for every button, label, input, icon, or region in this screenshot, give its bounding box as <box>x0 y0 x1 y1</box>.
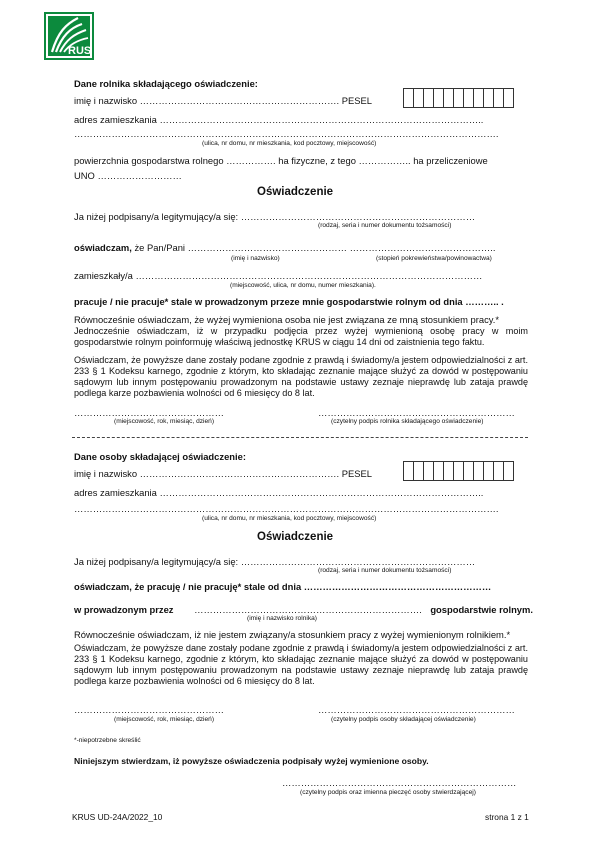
employer-farm-field[interactable] <box>74 604 533 615</box>
farm-area-field[interactable]: powierzchnia gospodarstwa rolnego ……………. ha fizyczne, z tego …………….. ha przeliczeniowe <box>74 155 488 166</box>
krus-logo-mark <box>44 12 94 60</box>
employer-name-hint: (imię i nazwisko rolnika) <box>247 615 317 622</box>
person-residence-field[interactable]: zamieszkały/a ………………………………………………………………………………………………… <box>74 270 483 281</box>
employee-address-hint: (ulica, nr domu, nr mieszkania, kod pocztowy, miejscowość) <box>202 515 377 522</box>
confirmer-signature-hint: (czytelny podpis oraz imienna pieczęć osoby stwierdzającej) <box>300 789 476 796</box>
form-code: KRUS UD-24A/2022_10 <box>72 812 163 822</box>
svg-text:RUS: RUS <box>68 45 92 57</box>
employer-name-dots: ………………………………………………………………. <box>194 604 422 615</box>
farmer-address-dots[interactable]: ………………………………………………………………………………………………………………………. <box>74 128 499 139</box>
farmer-address-hint: (ulica, nr domu, nr mieszkania, kod pocztowy, miejscowość) <box>202 140 377 147</box>
farmer-address-field[interactable]: adres zamieszkania ………………………………………………………………………………………….. <box>74 114 484 125</box>
employer-farm-label: w prowadzonym przez <box>74 604 174 615</box>
uno-field[interactable]: UNO ……………………… <box>74 170 182 181</box>
employee-place-date-field[interactable]: ………………………………………… <box>74 704 224 715</box>
section-divider <box>72 437 528 438</box>
confirmer-signature-field[interactable]: ………………………………………………………………… <box>282 777 517 788</box>
employee-name-field[interactable]: imię i nazwisko ………………………………………………………. PESEL <box>74 468 372 479</box>
farmer-liability-statement: Oświadczam, że powyższe dane zostały podane zgodnie z prawdą i świadomy/a jestem odpowiedzialności z art. 233 § 1 Kodeksu karnego, zgodnie z którym, kto składając zeznanie mające służyć za dowód w postępowaniu sądowym lub innym postępowaniu prowadzonym na podstawie ustawy zeznaje nieprawdę lub zataja prawdę podlega karze pozbawienia wolności od 6 miesięcy do 8 lat. <box>74 355 528 398</box>
farmer-id-document-field[interactable]: Ja niżej podpisany/a legitymujący/a się: ………………………………………………………………… <box>74 211 476 222</box>
farmer-place-date-hint: (miejscowość, rok, miesiąc, dzień) <box>114 418 215 425</box>
no-employment-statement: Równocześnie oświadczam, że wyżej wymieniona osoba nie jest związana ze mną stosunkiem pracy.* <box>74 314 500 325</box>
notify-krus-statement: Jednocześnie oświadczam, iż w przypadku podjęcia przez wyżej wymienioną osobę pracy w moim gospodarstwie rolnym poinformuję właściwą jednostkę KRUS w ciągu 14 dni od zaistnienia tego faktu. <box>74 326 528 347</box>
employee-place-date-hint: (miejscowość, rok, miesiąc, dzień) <box>114 716 215 723</box>
farmer-data-heading: Dane rolnika składającego oświadczenie: <box>74 78 258 89</box>
page-number: strona 1 z 1 <box>485 812 529 822</box>
employee-address-field[interactable]: adres zamieszkania ………………………………………………………………………………………….. <box>74 487 484 498</box>
strike-note: *-niepotrzebne skreślić <box>74 737 141 744</box>
employee-no-employment-statement: Równocześnie oświadczam, iż nie jestem związany/a stosunkiem pracy z wyżej wymienionym rolnikiem.* <box>74 629 511 640</box>
employee-signature-field[interactable]: ……………………………………………………… <box>318 704 515 715</box>
farmer-place-date-field[interactable]: ………………………………………… <box>74 407 224 418</box>
farmer-id-document-hint: (rodzaj, seria i numer dokumentu tożsamości) <box>318 222 452 229</box>
person-works-statement[interactable]: pracuje / nie pracuje* stale w prowadzonym przeze mnie gospodarstwie rolnym od dnia ……….. . <box>74 296 504 307</box>
declaration-title-1: Oświadczenie <box>257 186 334 198</box>
confirmation-statement: Niniejszym stwierdzam, iż powyższe oświadczenia podpisały wyżej wymienione osoby. <box>74 756 429 766</box>
person-name-hint: (imię i nazwisko) <box>231 255 280 262</box>
farmer-name-field[interactable]: imię i nazwisko ………………………………………………………. PESEL <box>74 95 372 106</box>
employee-works-statement[interactable]: oświadczam, że pracuję / nie pracuję* stale od dnia …………………………………………………… <box>74 581 492 592</box>
employee-id-document-field[interactable]: Ja niżej podpisany/a legitymujący/a się: ………………………………………………………………… <box>74 556 476 567</box>
employee-address-dots[interactable]: ………………………………………………………………………………………………………………………. <box>74 503 499 514</box>
person-declaration-row: że Pan/Pani …………………………………………… ……………………………………….. <box>134 242 496 253</box>
employee-pesel-boxes[interactable] <box>404 461 514 481</box>
person-declaration-label: oświadczam, <box>74 242 132 253</box>
krus-logo <box>44 12 94 60</box>
person-residence-hint: (miejscowość, ulica, nr domu, numer mieszkania). <box>230 282 376 289</box>
farmer-signature-field[interactable]: ……………………………………………………… <box>318 407 515 418</box>
employer-farm-suffix: gospodarstwie rolnym. <box>430 604 533 615</box>
employee-data-heading: Dane osoby składającej oświadczenie: <box>74 451 246 462</box>
farmer-signature-hint: (czytelny podpis rolnika składającego oświadczenie) <box>331 418 484 425</box>
person-relation-hint: (stopień pokrewieństwa/powinowactwa) <box>376 255 492 262</box>
employee-signature-hint: (czytelny podpis osoby składającej oświadczenie) <box>331 716 476 723</box>
employee-id-document-hint: (rodzaj, seria i numer dokumentu tożsamości) <box>318 567 452 574</box>
employee-liability-statement: Oświadczam, że powyższe dane zostały podane zgodnie z prawdą i świadomy/a jestem odpowiedzialności z art. 233 § 1 Kodeksu karnego, zgodnie z którym, kto składając zeznanie mające służyć za dowód w postępowaniu sądowym lub innym postępowaniu prowadzonym na podstawie ustawy zeznaje nieprawdę lub zataja prawdę podlega karze pozbawienia wolności od 6 miesięcy do 8 lat. <box>74 643 528 686</box>
farmer-pesel-boxes[interactable] <box>404 88 514 108</box>
person-declaration-field[interactable] <box>74 242 495 253</box>
declaration-title-2: Oświadczenie <box>257 531 334 543</box>
